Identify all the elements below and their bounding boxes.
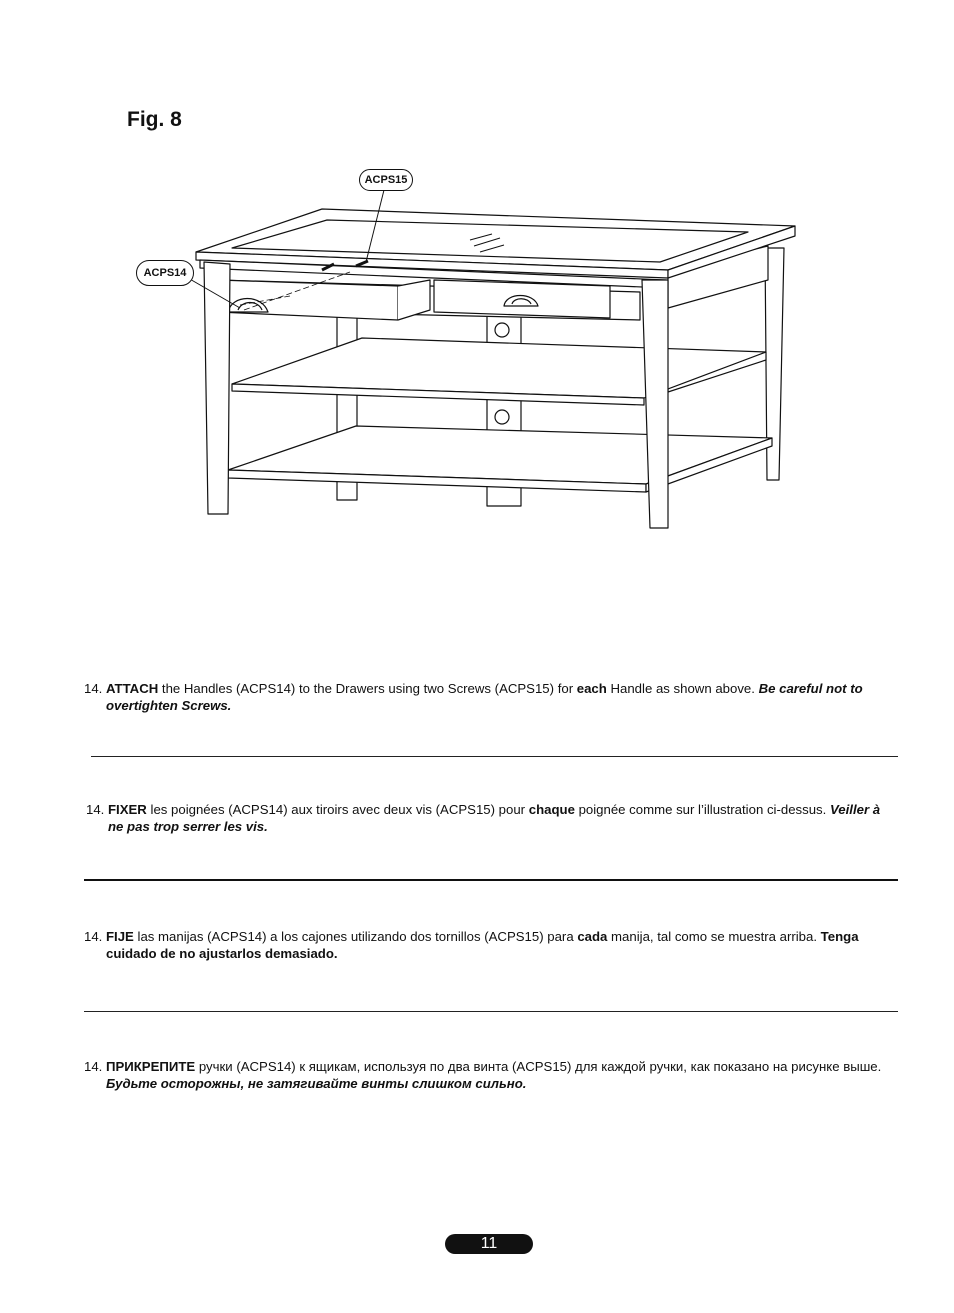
step-number: 14. (84, 1059, 103, 1074)
callout-acps14 (136, 260, 194, 286)
figure-title: Fig. 8 (127, 108, 182, 131)
step-caution: Veiller à ne pas trop serrer les vis. (108, 802, 881, 834)
step-text: Handle as shown above. (606, 681, 759, 696)
step-emphasis: cada (577, 929, 608, 944)
step-text: las manijas (ACPS14) a los cajones utilizando dos tornillos (ACPS15) para (133, 929, 578, 944)
page-number: 11 (445, 1234, 533, 1254)
step-text: ручки (ACPS14) к ящикам, используя по два винта (ACPS15) для каждой ручки, как показано на рисунке выше. (195, 1059, 882, 1074)
step-emphasis: each (576, 681, 607, 696)
step-text: manija, tal como se muestra arriba. (607, 929, 821, 944)
callout-acps15 (359, 169, 413, 191)
section-divider (91, 756, 898, 757)
step-number: 14. (84, 929, 103, 944)
step-number: 14. (86, 802, 105, 817)
step-caution: Be careful not to overtighten Screws. (106, 681, 863, 713)
step-text: the Handles (ACPS14) to the Drawers using two Screws (ACPS15) for (158, 681, 577, 696)
step-spanish (84, 928, 898, 962)
step-verb: FIJE (106, 929, 134, 944)
section-divider (84, 1011, 898, 1012)
step-emphasis: chaque (528, 802, 575, 817)
callout-acps14-label: ACPS14 (143, 267, 187, 279)
drawer-left (218, 280, 430, 320)
step-caution: Будьте осторожны, не затягивайте винты слишком сильно. (106, 1076, 527, 1091)
section-divider (84, 879, 898, 881)
step-verb: ПРИКРЕПИТЕ (106, 1059, 196, 1074)
shelf-middle (232, 338, 766, 405)
shelf-bottom (228, 426, 772, 492)
step-english (84, 680, 884, 714)
step-french (86, 801, 898, 835)
callout-acps15-label: ACPS15 (364, 174, 408, 186)
step-russian (84, 1058, 898, 1092)
step-number: 14. (84, 681, 103, 696)
drawer-right (434, 280, 610, 318)
step-text: poignée comme sur l’illustration ci-dessus. (574, 802, 830, 817)
step-verb: FIXER (108, 802, 147, 817)
step-verb: ATTACH (106, 681, 159, 696)
step-caution: Tenga cuidado de no ajustarlos demasiado. (106, 929, 859, 961)
step-text: les poignées (ACPS14) aux tiroirs avec deux vis (ACPS15) pour (146, 802, 529, 817)
